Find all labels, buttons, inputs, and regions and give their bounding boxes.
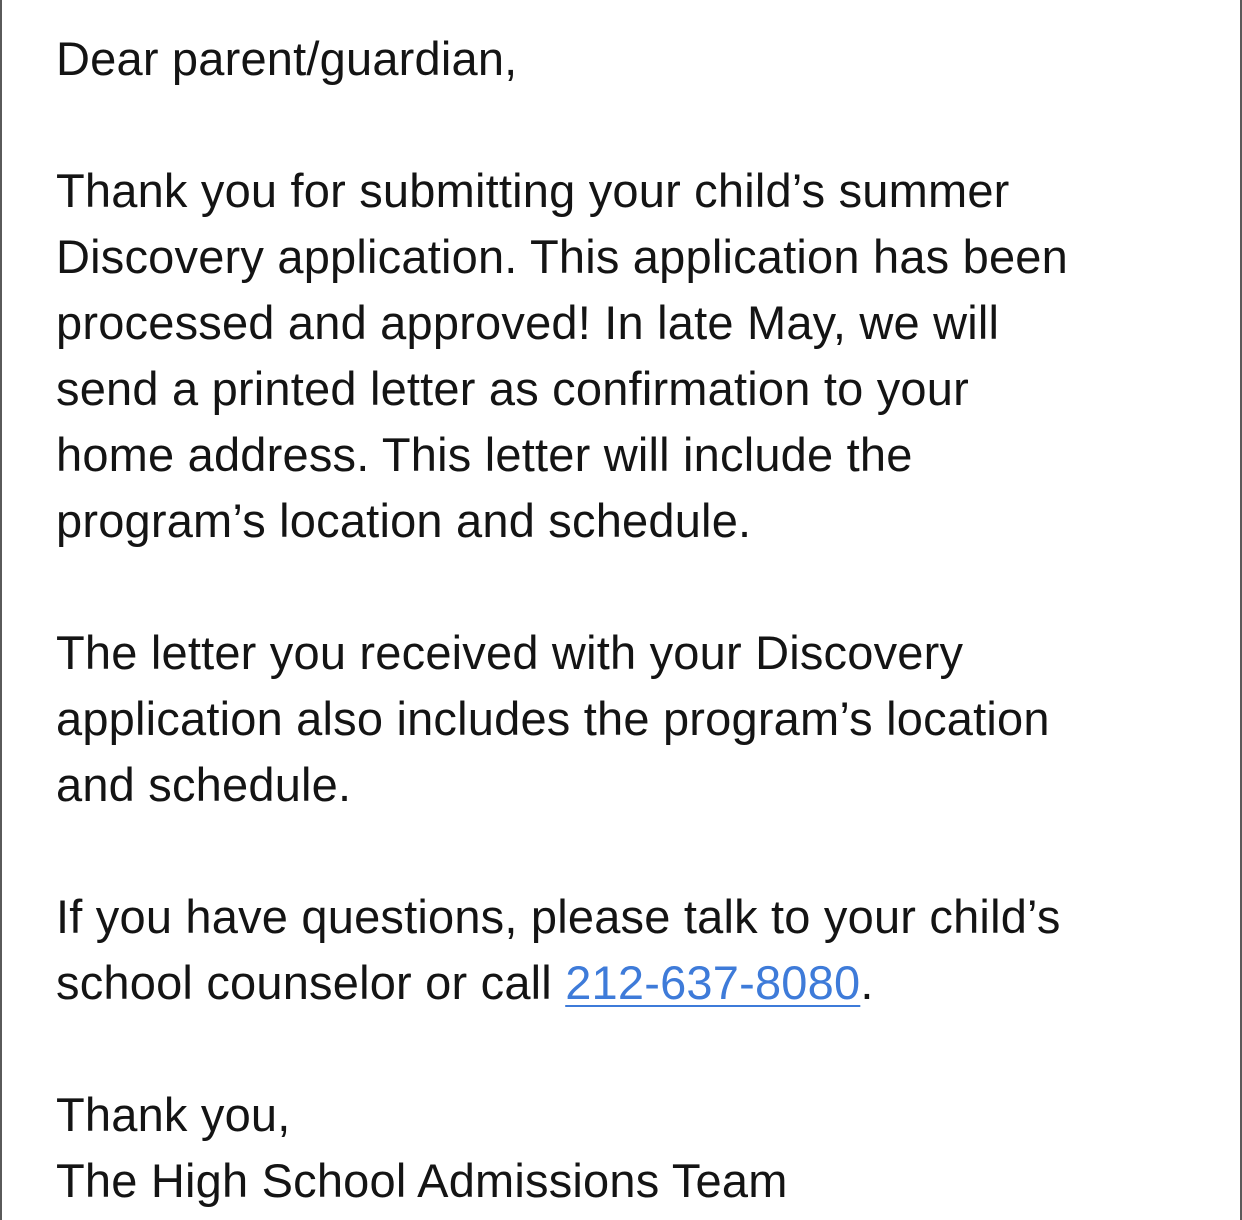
text-line: program’s location and schedule.: [56, 494, 752, 547]
closing: Thank you,: [56, 1088, 291, 1141]
paragraph-spacer: [56, 818, 1206, 884]
text-line: Thank you for submitting your child’s summer: [56, 164, 1010, 217]
text-line: home address. This letter will include the: [56, 428, 913, 481]
paragraph-confirmation: [56, 158, 1206, 554]
text-line: Discovery application. This application has been: [56, 230, 1068, 283]
text-line: application also includes the program’s location: [56, 692, 1050, 745]
paragraph-spacer: [56, 92, 1206, 158]
email-body: [56, 26, 1206, 1214]
greeting: Dear parent/guardian,: [56, 32, 518, 85]
paragraph-original-letter: [56, 620, 1206, 818]
paragraph-spacer: [56, 1016, 1206, 1082]
paragraph-questions: [56, 884, 1206, 1016]
paragraph-spacer: [56, 554, 1206, 620]
signoff: [56, 1082, 1206, 1214]
text-line: send a printed letter as confirmation to your: [56, 362, 969, 415]
text-line-with-phone: [56, 950, 1206, 1016]
text-fragment: school counselor or call: [56, 956, 566, 1009]
text-line: If you have questions, please talk to your child’s: [56, 890, 1061, 943]
text-fragment: .: [860, 956, 874, 1009]
phone-number-link[interactable]: 212-637-8080: [565, 956, 861, 1009]
text-line: processed and approved! In late May, we will: [56, 296, 1000, 349]
text-line: and schedule.: [56, 758, 352, 811]
signature: The High School Admissions Team: [56, 1154, 788, 1207]
text-line: The letter you received with your Discovery: [56, 626, 964, 679]
